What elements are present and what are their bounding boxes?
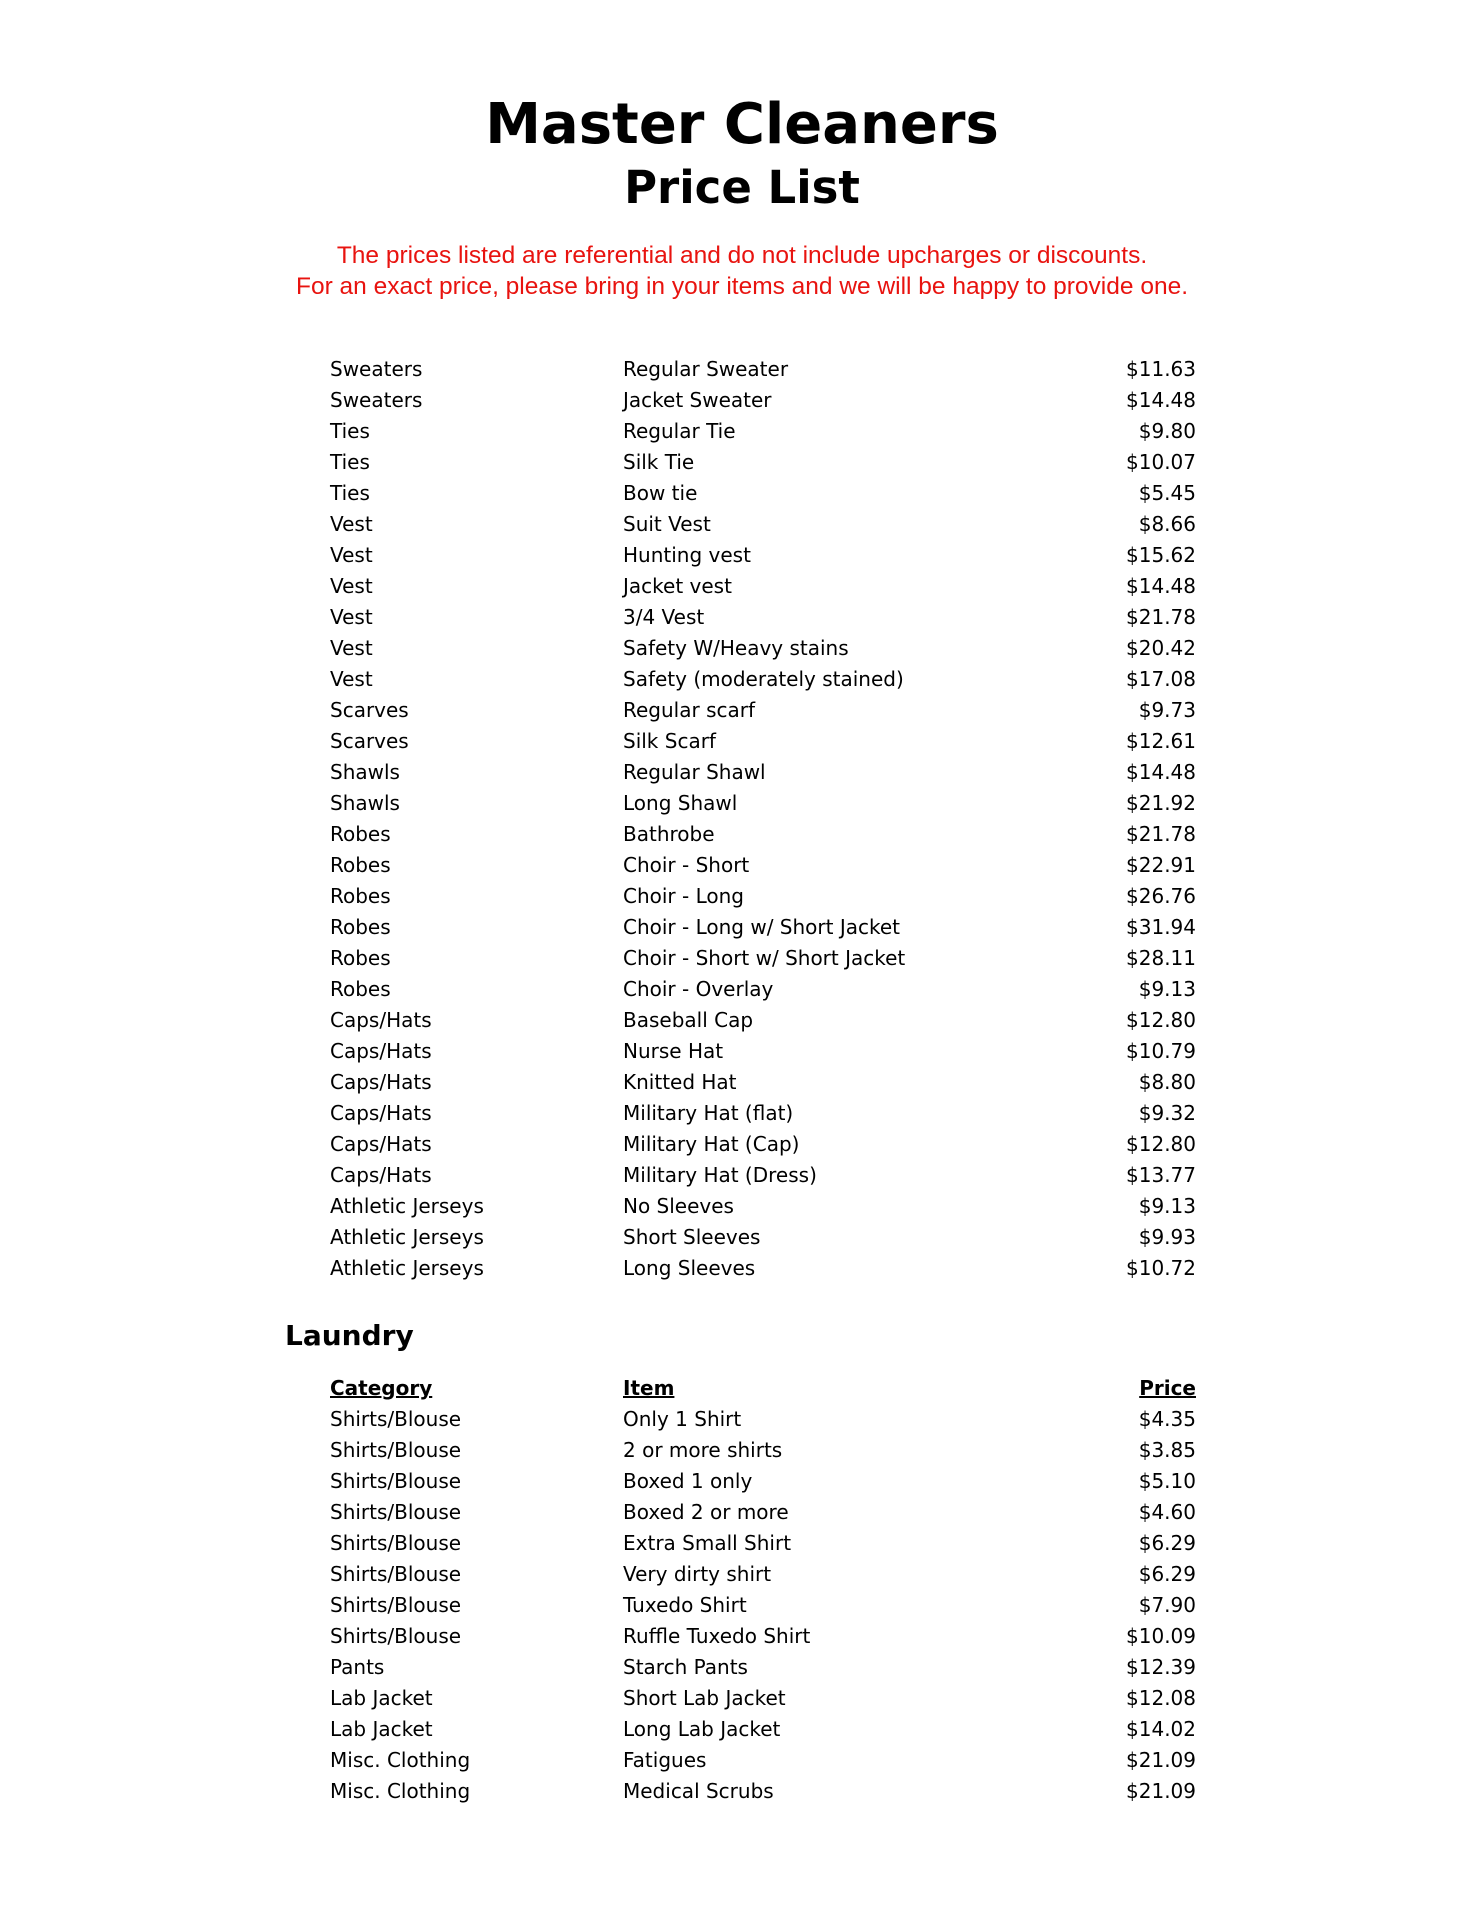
price-cell: $12.80 (1126, 1132, 1196, 1156)
item-cell: Safety (moderately stained) (623, 667, 904, 691)
category-cell: Caps/Hats (330, 1101, 432, 1125)
table-row (330, 1590, 1196, 1621)
price-cell: $4.60 (1138, 1500, 1196, 1524)
category-cell: Shirts/Blouse (330, 1593, 462, 1617)
item-cell: Tuxedo Shirt (623, 1593, 747, 1617)
category-cell: Caps/Hats (330, 1008, 432, 1032)
item-cell: Silk Scarf (623, 729, 716, 753)
price-cell: $5.45 (1138, 481, 1196, 505)
category-cell: Vest (330, 667, 373, 691)
item-cell: Only 1 Shirt (623, 1407, 742, 1431)
category-cell: Shirts/Blouse (330, 1469, 462, 1493)
item-cell: Long Lab Jacket (623, 1717, 781, 1741)
price-cell: $5.10 (1138, 1469, 1196, 1493)
price-cell: $12.80 (1126, 1008, 1196, 1032)
laundry-section-title: Laundry (285, 1319, 414, 1352)
item-cell: Choir - Overlay (623, 977, 774, 1001)
price-cell: $10.07 (1126, 450, 1196, 474)
item-cell: Knitted Hat (623, 1070, 737, 1094)
table-row (330, 416, 1196, 447)
category-cell: Shawls (330, 791, 400, 815)
category-cell: Shirts/Blouse (330, 1531, 462, 1555)
table-row (330, 571, 1196, 602)
item-cell: Very dirty shirt (623, 1562, 772, 1586)
table-row (330, 664, 1196, 695)
table-row (330, 633, 1196, 664)
category-cell: Misc. Clothing (330, 1748, 471, 1772)
table-row (330, 974, 1196, 1005)
price-cell: $28.11 (1126, 946, 1196, 970)
price-cell: $9.93 (1138, 1225, 1196, 1249)
category-cell: Caps/Hats (330, 1070, 432, 1094)
table-row (330, 540, 1196, 571)
category-cell: Vest (330, 605, 373, 629)
category-cell: Ties (330, 419, 370, 443)
price-cell: $26.76 (1126, 884, 1196, 908)
category-cell: Shirts/Blouse (330, 1624, 462, 1648)
category-cell: Lab Jacket (330, 1686, 433, 1710)
item-cell: Jacket Sweater (623, 388, 772, 412)
price-cell: $21.78 (1126, 605, 1196, 629)
price-cell: $12.39 (1126, 1655, 1196, 1679)
item-cell: Baseball Cap (623, 1008, 754, 1032)
table-row (330, 695, 1196, 726)
category-cell: Caps/Hats (330, 1163, 432, 1187)
item-cell: Regular Sweater (623, 357, 789, 381)
item-cell: Jacket vest (623, 574, 732, 598)
item-cell: Boxed 2 or more (623, 1500, 789, 1524)
category-cell: Misc. Clothing (330, 1779, 471, 1803)
price-cell: $21.92 (1126, 791, 1196, 815)
item-cell: Regular scarf (623, 698, 756, 722)
category-cell: Shirts/Blouse (330, 1438, 462, 1462)
table-row (330, 1160, 1196, 1191)
notice-line-2: For an exact price, please bring in your items and we will be happy to provide one. (295, 273, 1188, 300)
table-row (330, 1466, 1196, 1497)
table-row (330, 726, 1196, 757)
category-cell: Shawls (330, 760, 400, 784)
price-cell: $4.35 (1138, 1407, 1196, 1431)
item-cell: Nurse Hat (623, 1039, 724, 1063)
item-cell: Short Lab Jacket (623, 1686, 786, 1710)
price-cell: $14.48 (1126, 388, 1196, 412)
category-cell: Caps/Hats (330, 1132, 432, 1156)
category-cell: Robes (330, 915, 391, 939)
category-cell: Scarves (330, 729, 409, 753)
category-cell: Robes (330, 853, 391, 877)
price-cell: $14.48 (1126, 574, 1196, 598)
item-column-header: Item (623, 1376, 675, 1400)
table-row (330, 1559, 1196, 1590)
category-column-header: Category (330, 1376, 433, 1400)
table-row (330, 1129, 1196, 1160)
price-cell: $31.94 (1126, 915, 1196, 939)
category-cell: Vest (330, 574, 373, 598)
item-cell: 2 or more shirts (623, 1438, 783, 1462)
item-cell: Choir - Short w/ Short Jacket (623, 946, 906, 970)
item-cell: Extra Small Shirt (623, 1531, 792, 1555)
category-cell: Pants (330, 1655, 385, 1679)
category-cell: Sweaters (330, 388, 423, 412)
item-cell: Safety W/Heavy stains (623, 636, 849, 660)
category-cell: Caps/Hats (330, 1039, 432, 1063)
price-cell: $17.08 (1126, 667, 1196, 691)
table-row (330, 1036, 1196, 1067)
table-row (330, 354, 1196, 385)
table-row (330, 1005, 1196, 1036)
category-cell: Lab Jacket (330, 1717, 433, 1741)
table-row (330, 385, 1196, 416)
price-cell: $21.09 (1126, 1779, 1196, 1803)
item-cell: Military Hat (Cap) (623, 1132, 800, 1156)
table-row (330, 1222, 1196, 1253)
price-cell: $14.02 (1126, 1717, 1196, 1741)
category-cell: Shirts/Blouse (330, 1562, 462, 1586)
item-cell: Suit Vest (623, 512, 711, 536)
table-row (330, 912, 1196, 943)
table-row (330, 509, 1196, 540)
price-cell: $12.08 (1126, 1686, 1196, 1710)
item-cell: Medical Scrubs (623, 1779, 774, 1803)
price-cell: $14.48 (1126, 760, 1196, 784)
table-row (330, 1528, 1196, 1559)
price-cell: $3.85 (1138, 1438, 1196, 1462)
price-cell: $9.73 (1138, 698, 1196, 722)
table-row (330, 1714, 1196, 1745)
price-cell: $9.13 (1138, 977, 1196, 1001)
price-cell: $20.42 (1126, 636, 1196, 660)
category-cell: Shirts/Blouse (330, 1407, 462, 1431)
price-cell: $7.90 (1138, 1593, 1196, 1617)
table-row (330, 1776, 1196, 1807)
category-cell: Sweaters (330, 357, 423, 381)
category-cell: Athletic Jerseys (330, 1194, 484, 1218)
item-cell: Long Shawl (623, 791, 738, 815)
price-cell: $12.61 (1126, 729, 1196, 753)
laundry-header-row (330, 1373, 1196, 1404)
price-cell: $22.91 (1126, 853, 1196, 877)
category-cell: Robes (330, 822, 391, 846)
table-row (330, 1497, 1196, 1528)
item-cell: Military Hat (Dress) (623, 1163, 817, 1187)
table-row (330, 602, 1196, 633)
item-cell: Military Hat (flat) (623, 1101, 794, 1125)
category-cell: Vest (330, 512, 373, 536)
category-cell: Scarves (330, 698, 409, 722)
table-row (330, 478, 1196, 509)
item-cell: Long Sleeves (623, 1256, 756, 1280)
table-row (330, 1098, 1196, 1129)
price-cell: $10.79 (1126, 1039, 1196, 1063)
price-cell: $10.72 (1126, 1256, 1196, 1280)
table-row (330, 447, 1196, 478)
page-subtitle: Price List (624, 161, 860, 214)
item-cell: Choir - Short (623, 853, 750, 877)
table-row (330, 1404, 1196, 1435)
table-row (330, 819, 1196, 850)
laundry-table (330, 1373, 1196, 1807)
notice-line-1: The prices listed are referential and do not include upcharges or discounts. (336, 242, 1148, 269)
price-cell: $13.77 (1126, 1163, 1196, 1187)
price-cell: $8.80 (1138, 1070, 1196, 1094)
category-cell: Vest (330, 636, 373, 660)
item-cell: Bow tie (623, 481, 698, 505)
table-row (330, 1621, 1196, 1652)
item-cell: Short Sleeves (623, 1225, 761, 1249)
category-cell: Athletic Jerseys (330, 1256, 484, 1280)
item-cell: Silk Tie (623, 450, 695, 474)
item-cell: 3/4 Vest (623, 605, 705, 629)
table-row (330, 1745, 1196, 1776)
item-cell: Hunting vest (623, 543, 751, 567)
category-cell: Athletic Jerseys (330, 1225, 484, 1249)
table-row (330, 1435, 1196, 1466)
table-row (330, 1191, 1196, 1222)
table-row (330, 1683, 1196, 1714)
price-column-header: Price (1139, 1376, 1196, 1400)
table-row (330, 1652, 1196, 1683)
page-title: Master Cleaners (485, 92, 999, 157)
table-row (330, 757, 1196, 788)
item-cell: Ruffle Tuxedo Shirt (623, 1624, 811, 1648)
item-cell: Fatigues (623, 1748, 707, 1772)
price-cell: $6.29 (1138, 1562, 1196, 1586)
price-cell: $9.80 (1138, 419, 1196, 443)
category-cell: Shirts/Blouse (330, 1500, 462, 1524)
item-cell: Choir - Long (623, 884, 744, 908)
table-row (330, 788, 1196, 819)
price-cell: $8.66 (1138, 512, 1196, 536)
table-row (330, 881, 1196, 912)
item-cell: Regular Tie (623, 419, 736, 443)
price-cell: $21.09 (1126, 1748, 1196, 1772)
table-row (330, 943, 1196, 974)
category-cell: Ties (330, 450, 370, 474)
price-cell: $11.63 (1126, 357, 1196, 381)
item-cell: Starch Pants (623, 1655, 748, 1679)
price-cell: $9.13 (1138, 1194, 1196, 1218)
dry-cleaning-table (330, 354, 1196, 1284)
category-cell: Robes (330, 884, 391, 908)
price-cell: $9.32 (1138, 1101, 1196, 1125)
table-row (330, 1253, 1196, 1284)
item-cell: Regular Shawl (623, 760, 766, 784)
category-cell: Robes (330, 977, 391, 1001)
price-notice (0, 240, 1484, 302)
table-row (330, 1067, 1196, 1098)
price-cell: $6.29 (1138, 1531, 1196, 1555)
table-row (330, 850, 1196, 881)
category-cell: Ties (330, 481, 370, 505)
item-cell: Choir - Long w/ Short Jacket (623, 915, 900, 939)
price-cell: $21.78 (1126, 822, 1196, 846)
price-cell: $10.09 (1126, 1624, 1196, 1648)
item-cell: No Sleeves (623, 1194, 734, 1218)
item-cell: Boxed 1 only (623, 1469, 753, 1493)
item-cell: Bathrobe (623, 822, 715, 846)
price-cell: $15.62 (1126, 543, 1196, 567)
category-cell: Vest (330, 543, 373, 567)
category-cell: Robes (330, 946, 391, 970)
